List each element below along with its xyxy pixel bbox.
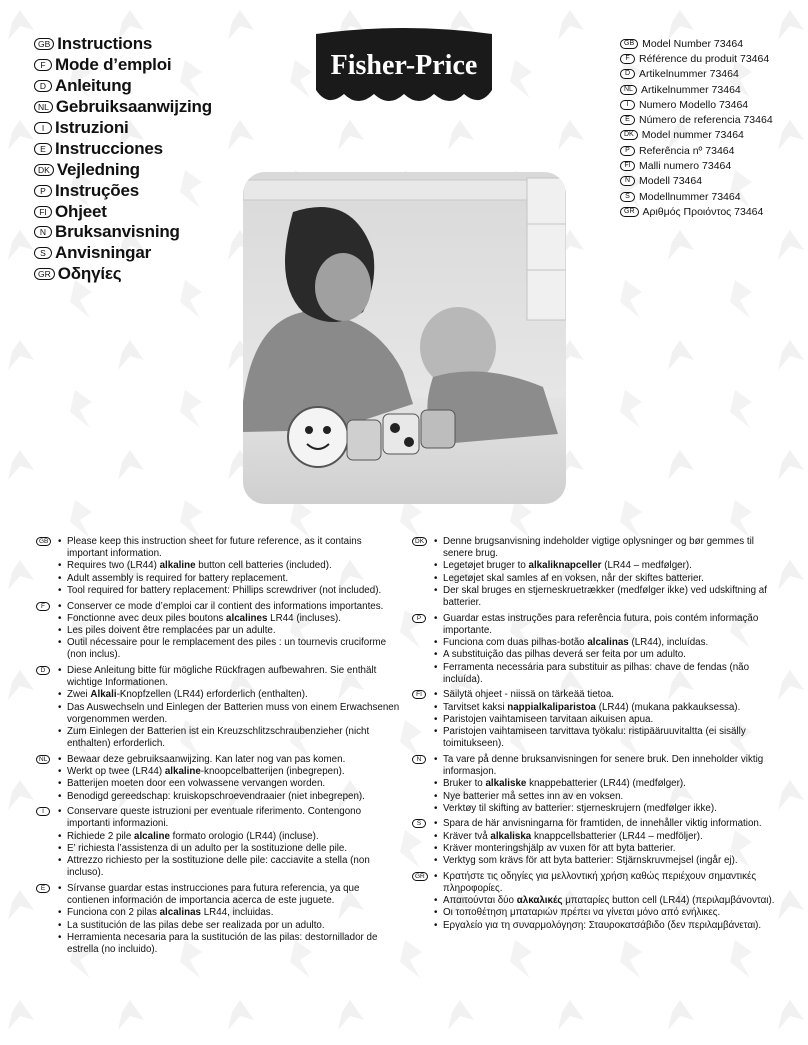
instruction-text: Guardar estas instruções para referência futura, pois contém informação importante.: [443, 612, 759, 636]
language-code-badge: GR: [620, 207, 639, 217]
instruction-item: • La sustitución de las pilas debe ser realizada por un adulto.: [58, 919, 325, 931]
brand-logo-text: Fisher-Price: [330, 50, 478, 81]
instruction-text: Verktøy til skifting av batterier: stjerneskrujern (medfølger ikke).: [443, 802, 717, 814]
instructions-column-right: [412, 536, 782, 935]
instruction-text: Verktyg som krävs för att byta batterier: Stjärnskruvmejsel (ingår ej).: [443, 855, 738, 867]
instruction-item: • Outil nécessaire pour le remplacement des piles : un tournevis cruciforme (non inclus).: [58, 637, 387, 661]
instruction-text: Κρατήστε τις οδηγίες για μελλοντική χρήση καθώς περιέχουν σημαντικές πληροφορίες.: [443, 870, 757, 894]
instruction-item: • Ferramenta necessária para substituir as pilhas: chave de fendas (não incluída).: [434, 661, 750, 685]
instruction-title: Gebruiksaanwijzing: [55, 97, 212, 117]
instruction-text: Sírvanse guardar estas instrucciones para futura referencia, ya que contienen información de importancia acerca de este juguete.: [67, 882, 360, 907]
instruction-text: Richiede 2 pile alcaline formato orologio (LR44) (incluse).: [67, 830, 319, 842]
instruction-text: Zwei Alkali-Knopfzellen (LR44) erforderlich (enthalten).: [67, 689, 308, 701]
instruction-item: • Please keep this instruction sheet for future reference, as it contains important information.: [58, 536, 362, 560]
instruction-text: Please keep this instruction sheet for future reference, as it contains important information.: [67, 536, 362, 560]
instruction-item: • Requires two (LR44) alkaline button cell batteries (included).: [58, 560, 332, 572]
instruction-title: Ohjeet: [55, 201, 107, 221]
instruction-section: [412, 689, 782, 750]
instruction-text: Conserver ce mode d’emploi car il contient des informations importantes.: [67, 600, 384, 612]
model-row: [620, 97, 773, 112]
instruction-item: • Απαιτούνται δύο αλκαλικές μπαταρίες button cell (LR44) (περιλαμβάνονται).: [434, 895, 775, 907]
instruction-item: • Εργαλείο για τη συναρμολόγηση: Σταυροκατσάβιδο (δεν περιλαμβάνεται).: [434, 919, 762, 931]
instruction-title: Instrucciones: [55, 138, 163, 158]
title-row: [34, 55, 212, 76]
language-code-badge: I: [34, 122, 52, 134]
instruction-item: • Funciona com duas pilhas-botão alcalinas (LR44), incluídas.: [434, 637, 709, 649]
language-code-badge: N: [620, 176, 635, 186]
instruction-text: Kräver två alkaliska knappcellsbatterier (LR44 – medföljer).: [443, 830, 703, 842]
model-number-text: Model Number 73464: [642, 37, 744, 50]
instruction-item: • Legetøjet bruger to alkaliknapceller (LR44 – medfølger).: [434, 560, 692, 572]
model-row: [620, 143, 773, 158]
model-number-text: Numero Modello 73464: [639, 98, 749, 111]
instruction-text: Paristojen vaihtamiseen tarvittava työkalu: ristipääruuvitaltta (ei sisälly toimitukseen).: [443, 726, 746, 750]
instruction-title: Instruções: [55, 180, 139, 200]
model-number-text: Référence du produit 73464: [639, 52, 770, 65]
instruction-item: • Richiede 2 pile alcaline formato orologio (LR44) (incluse).: [58, 830, 319, 842]
instruction-section: [36, 883, 401, 956]
model-row: [620, 158, 773, 173]
instruction-item: • Verktyg som krävs för att byta batterier: Stjärnskruvmejsel (ingår ej).: [434, 855, 738, 867]
language-code-badge: D: [620, 69, 635, 79]
instruction-section: [412, 536, 782, 609]
instruction-item: • Bruker to alkaliske knappebatterier (LR44) (medfølger).: [434, 778, 686, 790]
instruction-text: Requires two (LR44) alkaline button cell batteries (included).: [67, 560, 332, 572]
instruction-item: • Diese Anleitung bitte für mögliche Rückfragen aufbewahren. Sie enthält wichtige Informationen.: [58, 665, 377, 689]
instruction-item: • Zum Einlegen der Batterien ist ein Kreuzschlitzschraubenzieher (nicht enthalten) erforderlich.: [58, 726, 370, 750]
language-code-badge: DK: [412, 537, 427, 546]
instruction-item: • Guardar estas instruções para referência futura, pois contém informação importante.: [434, 612, 759, 636]
instruction-item: • Conserver ce mode d’emploi car il contient des informations importantes.: [58, 600, 384, 612]
instruction-text: Conservare queste istruzioni per eventuale riferimento. Contengono importanti informazioni.: [67, 806, 362, 830]
product-photo: [243, 172, 566, 504]
title-row: [34, 76, 212, 97]
language-code-badge: DK: [620, 130, 638, 140]
language-code-badge: I: [620, 100, 635, 110]
instruction-text: Denne brugsanvisning indeholder vigtige oplysninger og bør gemmes til senere brug.: [443, 536, 754, 560]
instruction-text: Απαιτούνται δύο αλκαλικές μπαταρίες button cell (LR44) (περιλαμβάνονται).: [443, 895, 775, 907]
language-code-badge: P: [412, 614, 426, 623]
instruction-text: Attrezzo richiesto per la sostituzione delle pile: cacciavite a stella (non incluso).: [67, 855, 370, 879]
language-code-badge: NL: [36, 755, 50, 764]
instruction-text: Tarvitset kaksi nappialkaliparistoa (LR44) (mukana pakkauksessa).: [443, 701, 741, 713]
model-row: [620, 82, 773, 97]
instruction-text: Herramienta necesaria para la sustitución de las pilas: destornillador de estrella (no incluido).: [67, 931, 378, 955]
instruction-text: Nye batterier må settes inn av en voksen.: [443, 790, 624, 802]
model-number-text: Modell 73464: [639, 175, 703, 188]
instruction-item: • Herramienta necesaria para la sustitución de las pilas: destornillador de estrella (no incluido).: [58, 931, 378, 955]
title-row: [34, 138, 212, 159]
instruction-text: Zum Einlegen der Batterien ist ein Kreuzschlitzschraubenzieher (nicht enthalten) erforderlich.: [67, 726, 370, 750]
title-row: [34, 97, 212, 118]
instruction-text: Kräver monteringshjälp av vuxen för att byta batterier.: [443, 842, 676, 854]
language-code-badge: P: [34, 185, 52, 197]
language-code-badge: F: [36, 602, 50, 611]
model-number-text: Modellnummer 73464: [639, 190, 741, 203]
instruction-item: • Funciona con 2 pilas alcalinas LR44, incluidas.: [58, 907, 274, 919]
instruction-item: • Zwei Alkali-Knopfzellen (LR44) erforderlich (enthalten).: [58, 689, 308, 701]
instruction-item: • Κρατήστε τις οδηγίες για μελλοντική χρήση καθώς περιέχουν σημαντικές πληροφορίες.: [434, 870, 757, 894]
model-row: [620, 51, 773, 66]
instruction-item: • Attrezzo richiesto per la sostituzione delle pile: cacciavite a stella (non incluso).: [58, 855, 370, 879]
model-row: [620, 174, 773, 189]
instruction-item: • Kräver monteringshjälp av vuxen för att byta batterier.: [434, 842, 676, 854]
model-number-list: [620, 36, 773, 220]
language-code-badge: S: [620, 192, 635, 202]
language-code-badge: FI: [34, 206, 52, 218]
instructions-column-left: [36, 536, 401, 960]
instruction-text: A substituição das pilhas deverá ser feita por um adulto.: [443, 649, 686, 661]
instruction-text: Säilytä ohjeet - niissä on tärkeää tietoa.: [443, 689, 615, 701]
instruction-text: Οι τοποθέτηση μπαταριών πρέπει να γίνεται μόνο από ενήλικες.: [443, 907, 721, 919]
instruction-text: Paristojen vaihtamiseen tarvitaan aikuisen apua.: [443, 713, 654, 725]
model-row: [620, 67, 773, 82]
model-row: [620, 204, 773, 219]
instruction-text: Outil nécessaire pour le remplacement des piles : un tournevis cruciforme (non inclus).: [67, 637, 387, 661]
language-code-badge: FI: [620, 161, 635, 171]
instruction-title: Anvisningar: [55, 243, 152, 263]
instruction-title: Instructions: [57, 34, 153, 54]
title-row: [34, 201, 212, 222]
instruction-item: • Werkt op twee (LR44) alkaline-knoopcelbatterijen (inbegrepen).: [58, 766, 345, 778]
instruction-text: Legetøjet skal samles af en voksen, når der skiftes batterier.: [443, 572, 704, 584]
title-row: [34, 180, 212, 201]
instruction-item: • Verktøy til skifting av batterier: stjerneskrujern (medfølger ikke).: [434, 802, 717, 814]
instruction-item: • Batterijen moeten door een volwassene vervangen worden.: [58, 778, 326, 790]
language-code-badge: E: [36, 884, 50, 893]
model-number-text: Model nummer 73464: [641, 129, 744, 142]
title-row: [34, 118, 212, 139]
instruction-section: [412, 754, 782, 815]
instruction-item: • Ta vare på denne bruksanvisningen for senere bruk. Den inneholder viktig informasjon.: [434, 753, 764, 778]
language-code-badge: D: [36, 666, 50, 675]
instruction-title: Istruzioni: [55, 118, 129, 137]
language-code-badge: I: [36, 807, 50, 816]
instruction-text: Spara de här anvisningarna för framtiden, de innehåller viktig information.: [443, 818, 762, 830]
instruction-item: • Bewaar deze gebruiksaanwijzing. Kan later nog van pas komen.: [58, 753, 346, 765]
language-code-badge: FI: [412, 690, 426, 699]
instruction-item: • Les piles doivent être remplacées par un adulte.: [58, 624, 276, 636]
instruction-item: • Spara de här anvisningarna för framtiden, de innehåller viktig information.: [434, 818, 762, 830]
language-code-badge: DK: [34, 164, 54, 176]
language-code-badge: F: [620, 54, 635, 64]
instruction-text: Bruker to alkaliske knappebatterier (LR44) (medfølger).: [443, 778, 686, 790]
language-code-badge: NL: [620, 85, 637, 95]
title-row: [34, 159, 212, 180]
instruction-section: [36, 601, 401, 662]
language-code-badge: GB: [620, 39, 638, 49]
model-row: [620, 112, 773, 127]
instruction-section: [36, 665, 401, 750]
language-code-badge: GR: [34, 268, 55, 280]
instruction-text: Benodigd gereedschap: kruiskopschroevendraaier (niet inbegrepen).: [67, 790, 365, 802]
title-row: [34, 34, 212, 55]
instruction-item: • A substituição das pilhas deverá ser feita por um adulto.: [434, 649, 686, 661]
language-code-badge: NL: [34, 101, 53, 113]
instruction-text: Das Auswechseln und Einlegen der Batterien muss von einem Erwachsenen vorgenommen werden.: [67, 701, 400, 725]
language-code-badge: N: [34, 226, 52, 238]
instruction-item: • Tool required for battery replacement: Phillips screwdriver (not included).: [58, 584, 382, 596]
instruction-text: E’ richiesta l’assistenza di un adulto per la sostituzione delle pile.: [67, 842, 348, 854]
model-number-text: Artikelnummer 73464: [640, 83, 741, 96]
instruction-item: • Οι τοποθέτηση μπαταριών πρέπει να γίνεται μόνο από ενήλικες.: [434, 907, 721, 919]
instruction-item: • Paristojen vaihtamiseen tarvitaan aikuisen apua.: [434, 713, 654, 725]
instruction-title-list: [34, 34, 212, 285]
language-code-badge: D: [34, 80, 52, 92]
instruction-item: • Nye batterier må settes inn av en voksen.: [434, 790, 624, 802]
instruction-item: • Tarvitset kaksi nappialkaliparistoa (LR44) (mukana pakkauksessa).: [434, 701, 741, 713]
instruction-item: • Säilytä ohjeet - niissä on tärkeää tietoa.: [434, 689, 615, 701]
instruction-text: Funciona com duas pilhas-botão alcalinas (LR44), incluídas.: [443, 637, 709, 649]
title-row: [34, 264, 212, 285]
instruction-item: • Sírvanse guardar estas instrucciones para futura referencia, ya que contienen información de importancia acerca de este juguete.: [58, 882, 360, 907]
instruction-text: Fonctionne avec deux piles boutons alcalines LR44 (incluses).: [67, 612, 341, 624]
instruction-title: Vejledning: [56, 159, 140, 179]
title-row: [34, 243, 212, 264]
title-row: [34, 222, 212, 243]
instruction-item: • Kräver två alkaliska knappcellsbatterier (LR44 – medföljer).: [434, 830, 703, 842]
language-code-badge: E: [34, 143, 52, 155]
model-row: [620, 128, 773, 143]
instruction-text: Funciona con 2 pilas alcalinas LR44, incluidas.: [67, 907, 274, 919]
instruction-section: [412, 613, 782, 686]
instruction-item: • Paristojen vaihtamiseen tarvittava työkalu: ristipääruuvitaltta (ei sisälly toimitukseen).: [434, 726, 746, 750]
instruction-item: • Adult assembly is required for battery replacement.: [58, 572, 289, 584]
language-code-badge: N: [412, 755, 426, 764]
model-row: [620, 189, 773, 204]
instruction-item: • Das Auswechseln und Einlegen der Batterien muss von einem Erwachsenen vorgenommen werden.: [58, 701, 400, 725]
instruction-text: Der skal bruges en stjerneskruetrækker (medfølger ikke) ved udskiftning af batterier.: [443, 584, 767, 609]
instruction-text: Bewaar deze gebruiksaanwijzing. Kan later nog van pas komen.: [67, 753, 346, 765]
instruction-text: Diese Anleitung bitte für mögliche Rückfragen aufbewahren. Sie enthält wichtige Informationen.: [67, 665, 377, 689]
instruction-title: Οδηγίες: [57, 264, 122, 284]
instruction-item: • Conservare queste istruzioni per eventuale riferimento. Contengono importanti informazioni.: [58, 806, 362, 830]
brand-logo: [312, 28, 496, 112]
language-code-badge: S: [412, 819, 426, 828]
model-number-text: Αριθμός Προιόντος 73464: [642, 205, 764, 218]
instruction-item: • Legetøjet skal samles af en voksen, når der skiftes batterier.: [434, 572, 704, 584]
instruction-item: • Denne brugsanvisning indeholder vigtige oplysninger og bør gemmes til senere brug.: [434, 536, 754, 560]
instruction-title: Mode d’emploi: [55, 55, 172, 75]
language-code-badge: GB: [34, 38, 54, 50]
model-number-text: Referência nº 73464: [639, 144, 735, 157]
instruction-text: Ta vare på denne bruksanvisningen for senere bruk. Den inneholder viktig informasjon.: [443, 753, 764, 778]
model-row: [620, 36, 773, 51]
language-code-badge: GR: [412, 872, 428, 881]
instruction-text: Werkt op twee (LR44) alkaline-knoopcelbatterijen (inbegrepen).: [67, 766, 345, 778]
instruction-text: Adult assembly is required for battery replacement.: [67, 572, 289, 584]
instruction-item: • Der skal bruges en stjerneskruetrækker (medfølger ikke) ved udskiftning af batterier.: [434, 584, 767, 609]
instruction-item: • E’ richiesta l’assistenza di un adulto per la sostituzione delle pile.: [58, 842, 348, 854]
instruction-section: [36, 754, 401, 803]
instruction-section: [36, 536, 401, 597]
instruction-text: Legetøjet bruger to alkaliknapceller (LR44 – medfølger).: [443, 560, 692, 572]
language-code-badge: F: [34, 59, 52, 71]
instruction-text: Ferramenta necessária para substituir as pilhas: chave de fendas (não incluída).: [443, 661, 750, 685]
instruction-title: Anleitung: [55, 76, 132, 96]
instruction-text: La sustitución de las pilas debe ser realizada por un adulto.: [67, 919, 325, 931]
instruction-text: Εργαλείο για τη συναρμολόγηση: Σταυροκατσάβιδο (δεν περιλαμβάνεται).: [443, 919, 762, 931]
language-code-badge: E: [620, 115, 635, 125]
instruction-item: • Benodigd gereedschap: kruiskopschroevendraaier (niet inbegrepen).: [58, 790, 365, 802]
language-code-badge: S: [34, 247, 52, 259]
language-code-badge: P: [620, 146, 635, 156]
instruction-section: [36, 806, 401, 879]
instruction-item: • Fonctionne avec deux piles boutons alcalines LR44 (incluses).: [58, 612, 341, 624]
instruction-text: Tool required for battery replacement: Phillips screwdriver (not included).: [67, 584, 382, 596]
instruction-text: Les piles doivent être remplacées par un adulte.: [67, 624, 276, 636]
model-number-text: Artikelnummer 73464: [639, 68, 739, 81]
model-number-text: Número de referencia 73464: [639, 114, 773, 127]
instruction-section: [412, 818, 782, 867]
instruction-text: Batterijen moeten door een volwassene vervangen worden.: [67, 778, 326, 790]
language-code-badge: GB: [36, 537, 51, 546]
model-number-text: Malli numero 73464: [639, 160, 732, 173]
instruction-title: Bruksanvisning: [55, 222, 180, 242]
instruction-section: [412, 871, 782, 932]
